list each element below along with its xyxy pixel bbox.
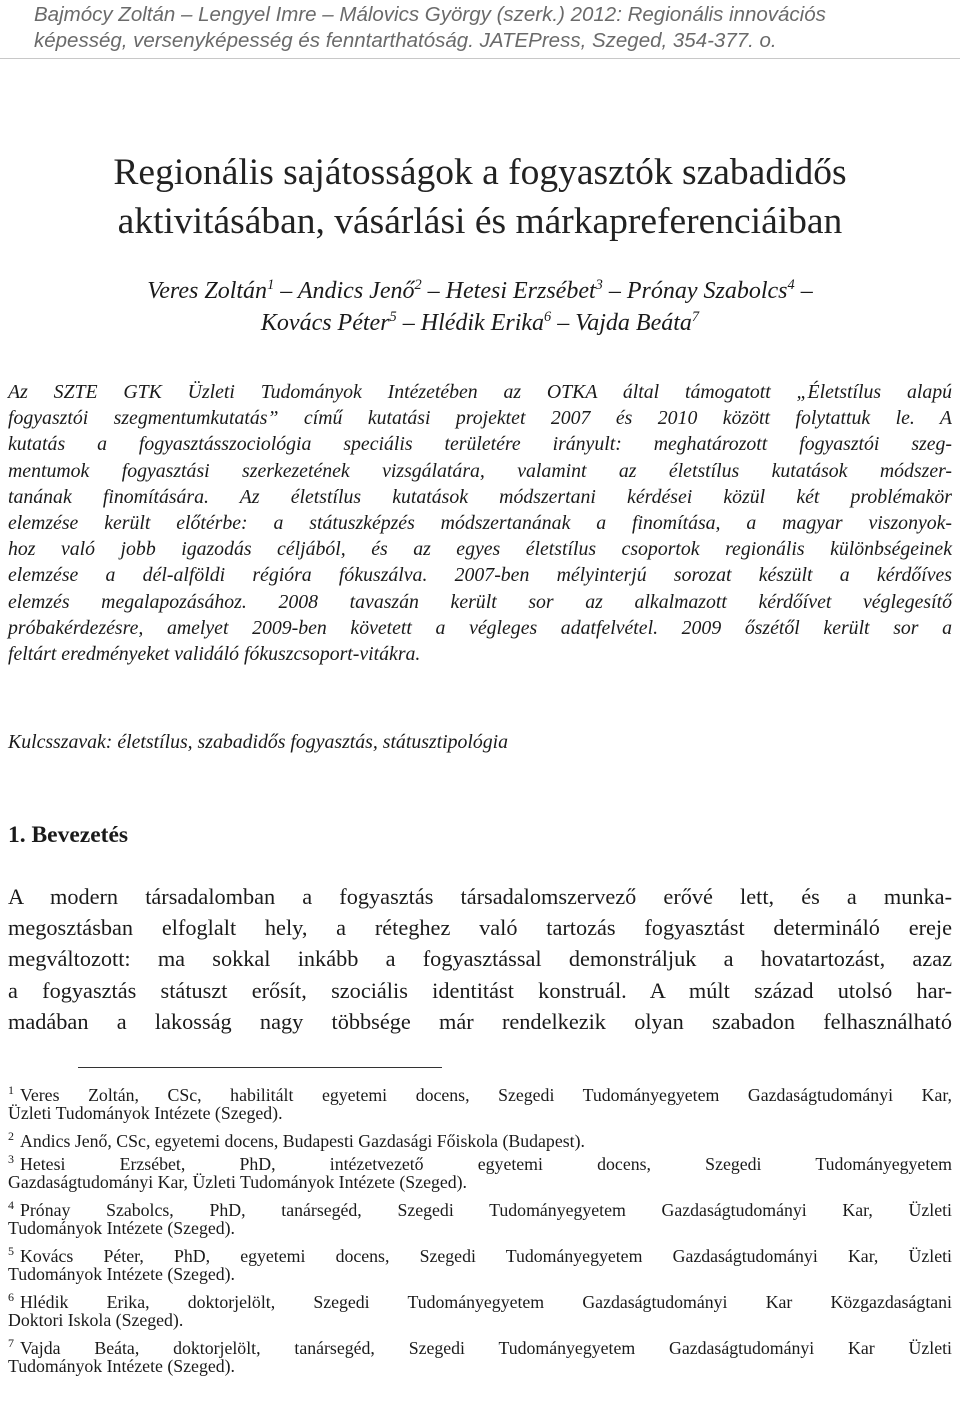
footnote-line: Gazdaságtudományi Kar, Üzleti Tudományok Intézete (Szeged).	[8, 1172, 467, 1192]
body-line: a fogyasztás státuszt erősít, szociális identitást konstruál. A múlt század utolsó har-	[8, 977, 952, 1003]
author-footnote-mark: 1	[267, 277, 275, 293]
abstract-line: próbakérdezésre, amelyet 2009-ben követett a végleges adatfelvétel. 2009 őszétől került sor a	[8, 616, 952, 639]
footnote-number: 3	[8, 1152, 14, 1166]
paper-title-line-1: Regionális sajátosságok a fogyasztók szabadidős	[113, 152, 847, 193]
citation-line-1: Bajmócy Zoltán – Lengyel Imre – Málovics György (szerk.) 2012: Regionális innovációs	[34, 3, 826, 26]
author-name: Prónay Szabolcs	[626, 278, 788, 304]
footnote-line	[8, 1286, 952, 1312]
author-footnote-mark: 5	[389, 309, 397, 325]
author-separator: –	[608, 278, 621, 304]
footnote-number: 7	[8, 1336, 14, 1350]
abstract-line: tanának finomítására. Az életstílus kutatások módszertani kérdései közül két problémakör	[8, 485, 952, 508]
footnote-line	[8, 1079, 952, 1105]
abstract-line: hoz való jobb igazodás céljából, és az egyes életstílus csoportok regionális különbségeinek	[8, 538, 952, 561]
footnote-line	[8, 1125, 952, 1151]
author-footnote-mark: 2	[414, 277, 422, 293]
author-footnote-mark: 3	[595, 277, 603, 293]
author-line-2	[0, 306, 960, 340]
section-title: Bevezetés	[31, 822, 129, 848]
footnote-number: 6	[8, 1290, 14, 1304]
footnote-number: 1	[8, 1083, 14, 1097]
footnote-text: Hlédik Erika, doktorjelölt, Szegedi Tudományegyetem Gazdaságtudományi Kar Közgazdaságtani	[20, 1292, 952, 1312]
author-separator: –	[402, 310, 415, 336]
citation-line-2: képesség, versenyképesség és fenntarthatóság. JATEPress, Szeged, 354-377. o.	[34, 29, 777, 52]
footnote-line: Doktori Iskola (Szeged).	[8, 1310, 184, 1330]
footnotes	[8, 1079, 952, 1378]
body-paragraph	[8, 881, 952, 1037]
footnote-text: Prónay Szabolcs, PhD, tanársegéd, Szegedi Tudományegyetem Gazdaságtudományi Kar, Üzleti	[20, 1200, 952, 1220]
footnote-separator	[78, 1067, 442, 1068]
footnote-line: Üzleti Tudományok Intézete (Szeged).	[8, 1103, 283, 1123]
author-name: Vajda Beáta	[575, 310, 692, 336]
footnote-line: Tudományok Intézete (Szeged).	[8, 1218, 235, 1238]
author-footnote-mark: 4	[787, 277, 795, 293]
abstract-line: kutatás a fogyasztásszociológia speciális területére irányult: meghatározott fogyasztói szeg-	[8, 433, 952, 456]
author-separator: –	[280, 278, 293, 304]
author-separator: –	[800, 278, 813, 304]
paper-title-line-2: aktivitásában, vásárlási és márkapreferenciáiban	[117, 201, 843, 242]
body-line: A modern társadalomban a fogyasztás társadalomszervező erővé lett, és a munka-	[8, 884, 952, 909]
footnote-text: Veres Zoltán, CSc, habilitált egyetemi docens, Szegedi Tudományegyetem Gazdaságtudományi Kar,	[20, 1085, 952, 1105]
body-line: megosztásban elfoglalt hely, a réteghez való tartozás fogyasztást determináló ereje	[8, 915, 952, 941]
author-name: Hlédik Erika	[420, 310, 545, 336]
footnote-line: Tudományok Intézete (Szeged).	[8, 1264, 235, 1284]
body-line: megváltozott: ma sokkal inkább a fogyasztással demonstráljuk a hovatartozást, azaz	[8, 946, 952, 972]
abstract-line: feltárt eredményeket validáló fókuszcsoport-vitákra.	[8, 642, 421, 665]
footnote-text: Hetesi Erzsébet, PhD, intézetvezető egyetemi docens, Szegedi Tudományegyetem	[20, 1154, 952, 1174]
footnote-line	[8, 1332, 952, 1358]
footnote-text: Andics Jenő, CSc, egyetemi docens, Budapesti Gazdasági Főiskola (Budapest).	[20, 1131, 585, 1151]
abstract	[8, 379, 952, 667]
footnote-number: 2	[8, 1129, 14, 1143]
author-separator: –	[427, 278, 440, 304]
author-separator: –	[557, 310, 570, 336]
citation-header	[0, 0, 960, 59]
abstract-line: elemzése került előtérbe: a státuszképzés módszertanának a finomítása, a magyar viszonyok-	[8, 511, 952, 534]
footnote-text: Kovács Péter, PhD, egyetemi docens, Szegedi Tudományegyetem Gazdaságtudományi Kar, Üzleti	[20, 1246, 952, 1266]
author-name: Hetesi Erzsébet	[445, 278, 596, 304]
footnote-line	[8, 1148, 952, 1174]
author-footnote-mark: 7	[691, 309, 700, 325]
keywords: Kulcsszavak: életstílus, szabadidős fogyasztás, státusztipológia	[8, 731, 509, 753]
footnote-text: Vajda Beáta, doktorjelölt, tanársegéd, Szegedi Tudományegyetem Gazdaságtudományi Kar Üzleti	[20, 1338, 952, 1358]
footnote-number: 4	[8, 1198, 14, 1212]
author-name: Kovács Péter	[260, 310, 390, 336]
footnote-number: 5	[8, 1244, 14, 1258]
abstract-line: elemzése a dél-alföldi régióra fókuszálva. 2007-ben mélyinterjú sorozat készült a kérdőíves	[8, 564, 952, 587]
abstract-line: elemzés megalapozásához. 2008 tavaszán került sor az alkalmazott kérdőívet véglegesítő	[8, 590, 952, 613]
body-line: madában a lakosság nagy többsége már rendelkezik olyan szabadon felhasználható	[8, 1008, 952, 1034]
abstract-line: fogyasztói szegmentumkutatás” című kutatási projektet 2007 és 2010 között folytattuk le. A	[8, 407, 952, 430]
section-heading	[8, 819, 128, 851]
footnote-line	[8, 1240, 952, 1266]
author-name: Andics Jenő	[297, 278, 415, 304]
section-number: 1.	[8, 822, 26, 848]
author-line-1	[0, 274, 960, 308]
footnote-line: Tudományok Intézete (Szeged).	[8, 1356, 235, 1376]
author-name: Veres Zoltán	[147, 278, 268, 304]
abstract-line: Az SZTE GTK Üzleti Tudományok Intézetében az OTKA által támogatott „Életstílus alapú	[8, 381, 952, 403]
author-footnote-mark: 6	[544, 309, 552, 325]
footnote-line	[8, 1194, 952, 1220]
abstract-line: mentumok fogyasztási szerkezetének vizsgálatára, valamint az életstílus kutatások módszer-	[8, 459, 952, 482]
